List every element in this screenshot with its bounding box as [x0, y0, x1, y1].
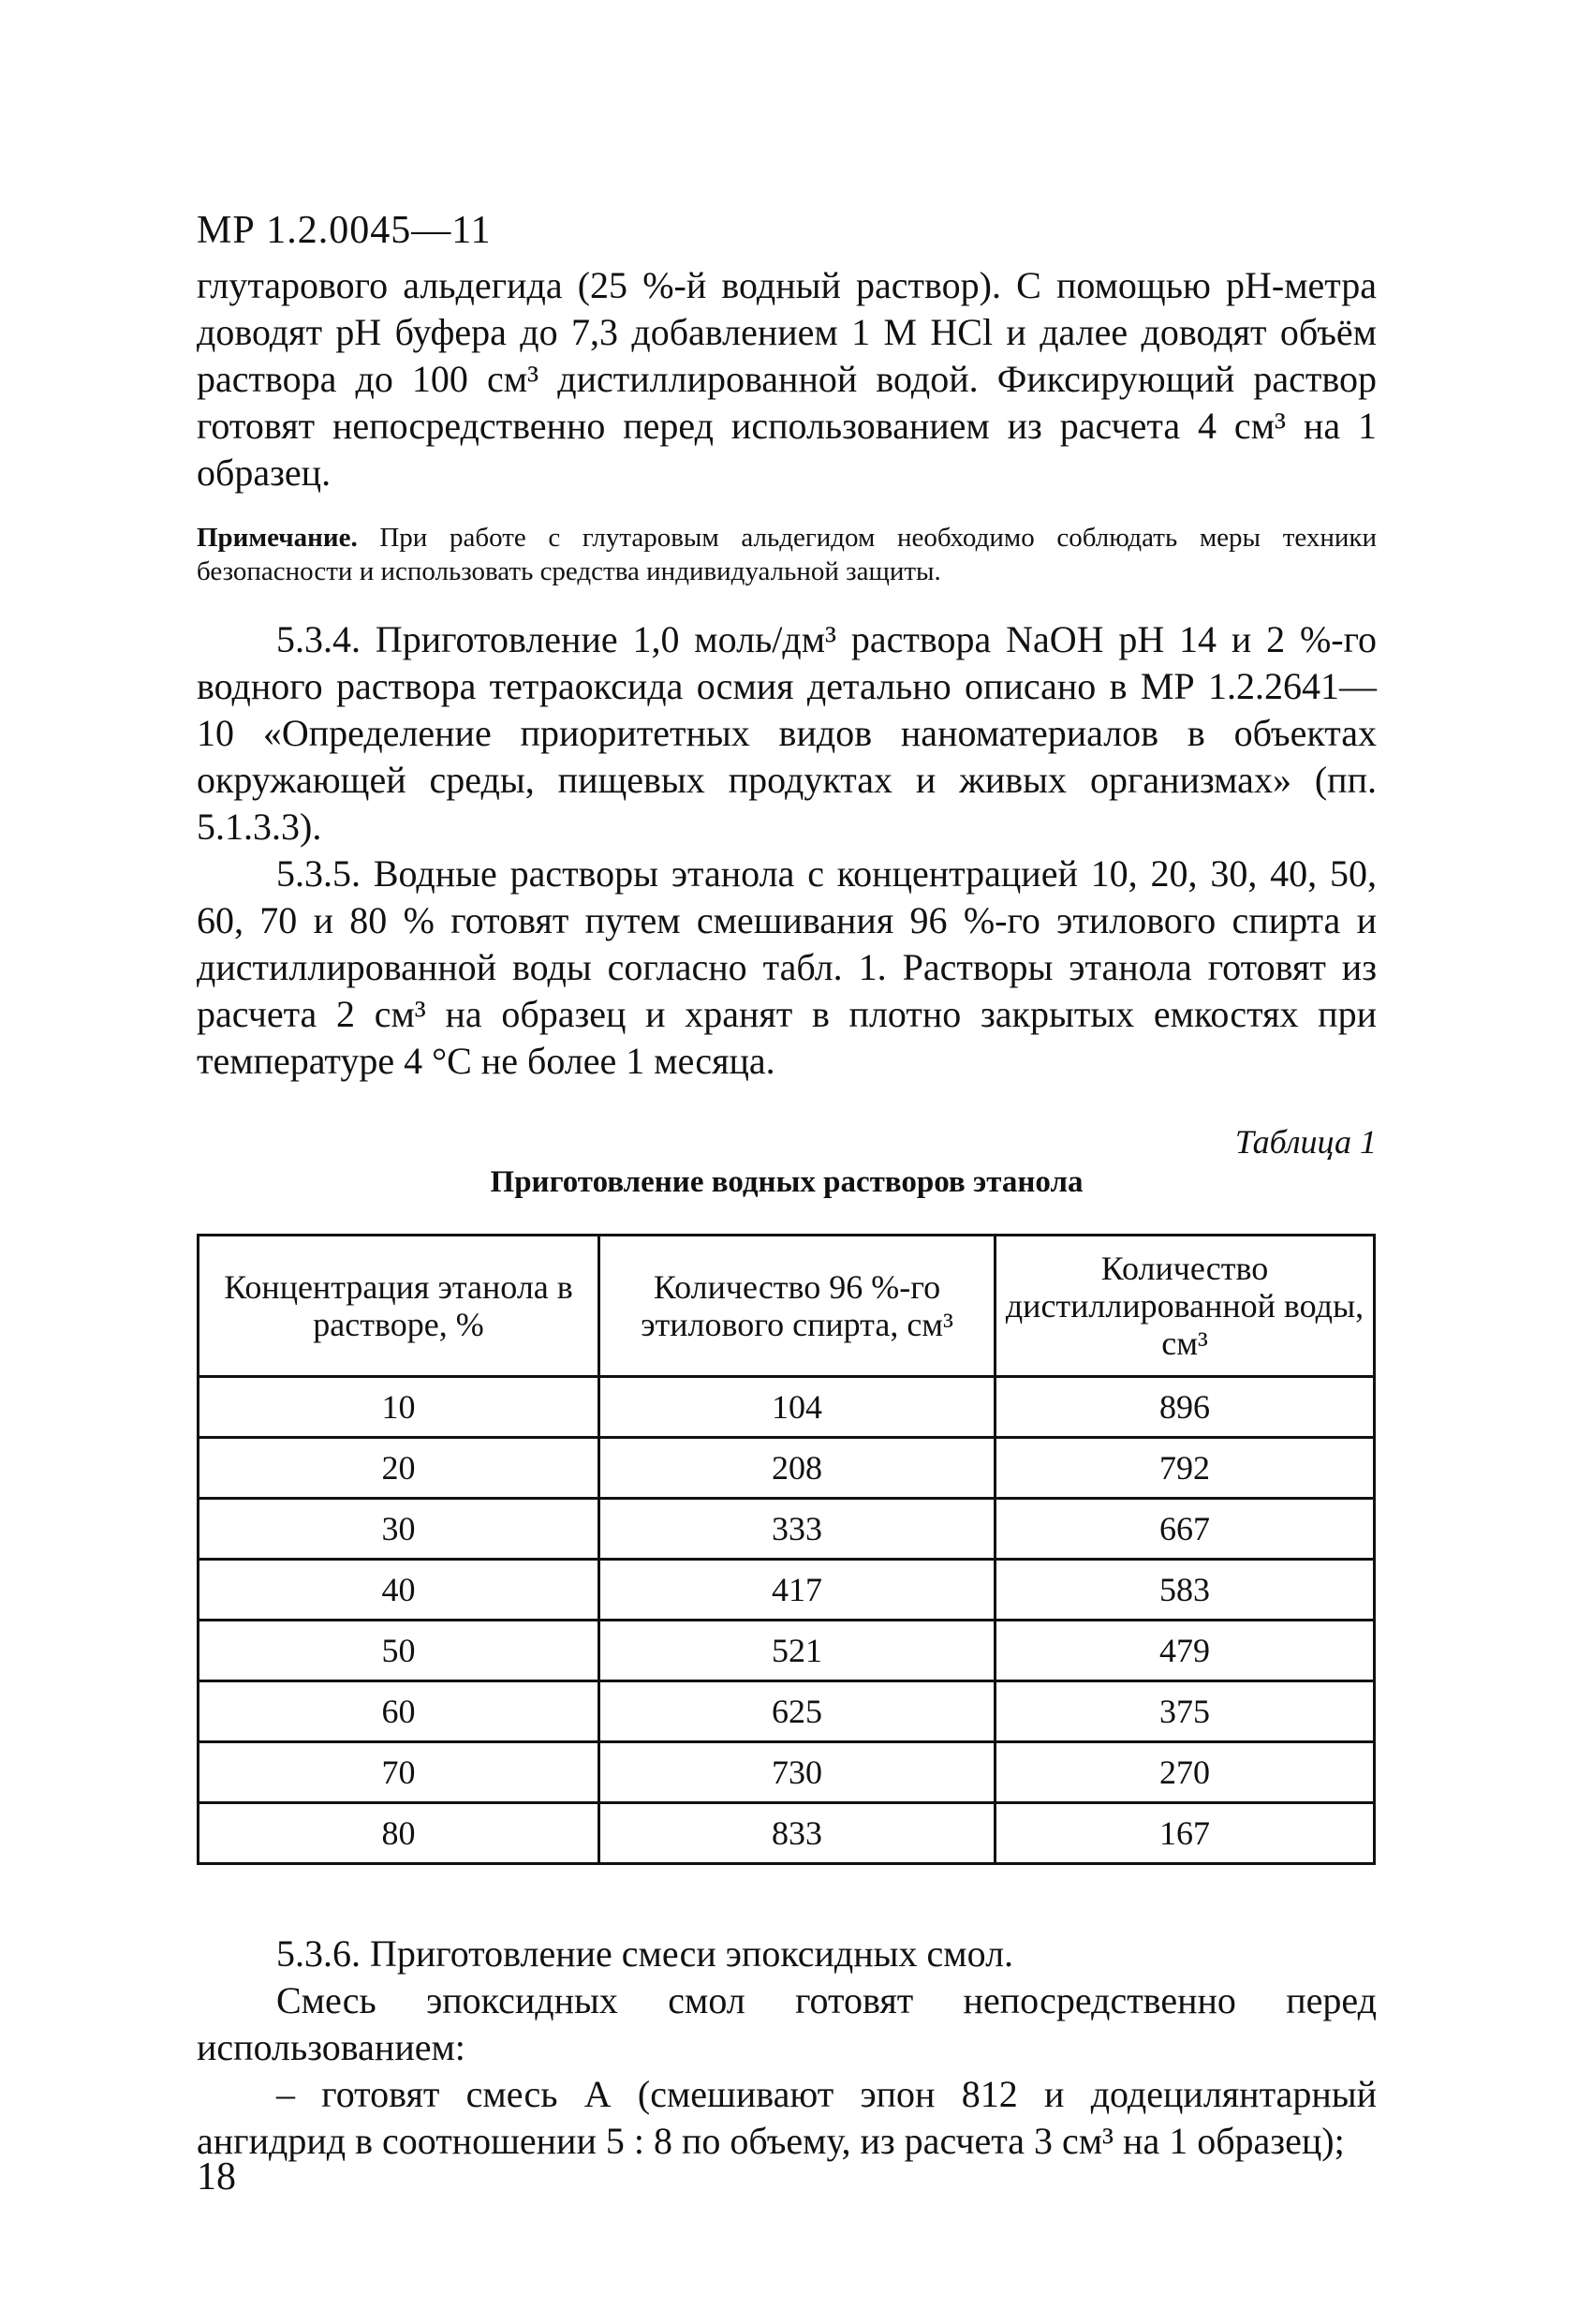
cell-water: 479: [996, 1621, 1375, 1681]
paragraph-5-3-4: 5.3.4. Приготовление 1,0 моль/дм³ раствора NaOH pH 14 и 2 %-го водного раствора тетраоксида осмия детально описано в МР 1.2.2641—10 «Определение приоритетных видов наноматериалов в объектах окружающей среды, пищевых продуктах и живых организмах» (пп. 5.1.3.3).: [197, 618, 1377, 848]
note-label: Примечание.: [197, 523, 358, 553]
cell-concentration: 40: [199, 1560, 599, 1621]
table-row: [199, 1621, 1375, 1681]
paragraph-fixative: глутарового альдегида (25 %-й водный раствор). С помощью pH-метра доводят pH буфера до 7,3 добавлением 1 М HCl и далее доводят объём раствора до 100 см³ дистиллированной водой. Фиксирующий раствор готовят непосредственно перед использованием из расчета 4 см³ на 1 образец.: [197, 264, 1377, 494]
cell-water: 375: [996, 1681, 1375, 1742]
header-alcohol-amount: Количество 96 %-го этилового спирта, см³: [599, 1236, 996, 1377]
note: [197, 521, 1377, 588]
table-caption: Таблица 1: [1234, 1123, 1377, 1161]
cell-alcohol: 833: [599, 1803, 996, 1864]
cell-water: 583: [996, 1560, 1375, 1621]
paragraph-epoxy-intro: Смесь эпоксидных смол готовят непосредственно перед использованием:: [197, 1979, 1377, 2068]
cell-concentration: 30: [199, 1499, 599, 1560]
table-row: [199, 1742, 1375, 1803]
table-row: [199, 1803, 1375, 1864]
table-header-row: [199, 1236, 1375, 1377]
cell-alcohol: 333: [599, 1499, 996, 1560]
page-number: 18: [197, 2155, 236, 2198]
header-water-amount: Количество дистиллированной воды, см³: [996, 1236, 1375, 1377]
cell-concentration: 10: [199, 1377, 599, 1438]
cell-concentration: 50: [199, 1621, 599, 1681]
note-text: При работе с глутаровым альдегидом необходимо соблюдать меры техники безопасности и использовать средства индивидуальной защиты.: [197, 523, 1377, 586]
table-row: [199, 1681, 1375, 1742]
table-title: Приготовление водных растворов этанола: [490, 1165, 1084, 1199]
cell-water: 792: [996, 1438, 1375, 1499]
cell-alcohol: 104: [599, 1377, 996, 1438]
paragraph-5-3-5: 5.3.5. Водные растворы этанола с концентрацией 10, 20, 30, 40, 50, 60, 70 и 80 % готовят путем смешивания 96 %-го этилового спирта и дистиллированной воды согласно табл. 1. Растворы этанола готовят из расчета 2 см³ на образец и хранят в плотно закрытых емкостях при температуре 4 °С не более 1 месяца.: [197, 852, 1377, 1082]
header-concentration: Концентрация этанола в растворе, %: [199, 1236, 599, 1377]
cell-alcohol: 730: [599, 1742, 996, 1803]
cell-concentration: 60: [199, 1681, 599, 1742]
cell-alcohol: 208: [599, 1438, 996, 1499]
page-content: [197, 206, 1377, 2165]
table-row: [199, 1499, 1375, 1560]
cell-alcohol: 417: [599, 1560, 996, 1621]
paragraph-5-3-6: 5.3.6. Приготовление смеси эпоксидных смол.: [276, 1932, 1014, 1975]
cell-concentration: 20: [199, 1438, 599, 1499]
cell-concentration: 80: [199, 1803, 599, 1864]
cell-water: 896: [996, 1377, 1375, 1438]
table-row: [199, 1438, 1375, 1499]
cell-water: 667: [996, 1499, 1375, 1560]
paragraph-mixture-a: – готовят смесь А (смешивают эпон 812 и додецилянтарный ангидрид в соотношении 5 : 8 по объему, из расчета 3 см³ на 1 образец);: [197, 2073, 1377, 2162]
cell-alcohol: 521: [599, 1621, 996, 1681]
table-row: [199, 1560, 1375, 1621]
ethanol-table: [197, 1234, 1376, 1865]
cell-concentration: 70: [199, 1742, 599, 1803]
table-row: [199, 1377, 1375, 1438]
cell-water: 270: [996, 1742, 1375, 1803]
cell-water: 167: [996, 1803, 1375, 1864]
document-code: МР 1.2.0045—11: [197, 209, 492, 252]
cell-alcohol: 625: [599, 1681, 996, 1742]
